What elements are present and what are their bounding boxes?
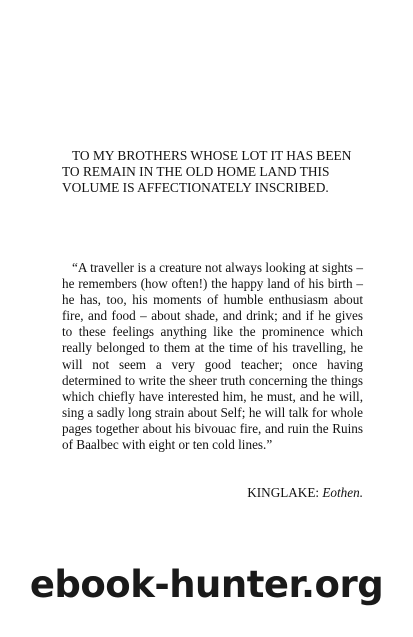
epigraph-attribution <box>247 485 363 501</box>
attribution-work: Eothen. <box>322 485 363 500</box>
dedication-text: TO MY BROTHERS WHOSE LOT IT HAS BEEN TO REMAIN IN THE OLD HOME LAND THIS VOLUME IS AFFECTIONATELY INSCRIBED. <box>62 148 352 195</box>
epigraph-quote: “A traveller is a creature not always looking at sights – he remembers (how often!) the happy land of his birth – he has, too, his moments of humble enthusiasm about fire, and food – about shade, and drink; and if he gives to these feelings anything like the prominence which really belonged to them at the time of his travelling, he will not seem a very good teacher; once having determined to write the sheer truth concerning the things which chiefly have interested him, he must, and he will, sing a sadly long strain about Self; he will talk for whole pages together about his bivouac fire, and ruin the Ruins of Baalbec with eight or ten cold lines.” <box>62 260 363 453</box>
watermark-logo: ebook-hunter.org <box>29 563 384 606</box>
attribution-author: KINGLAKE: <box>247 485 320 500</box>
